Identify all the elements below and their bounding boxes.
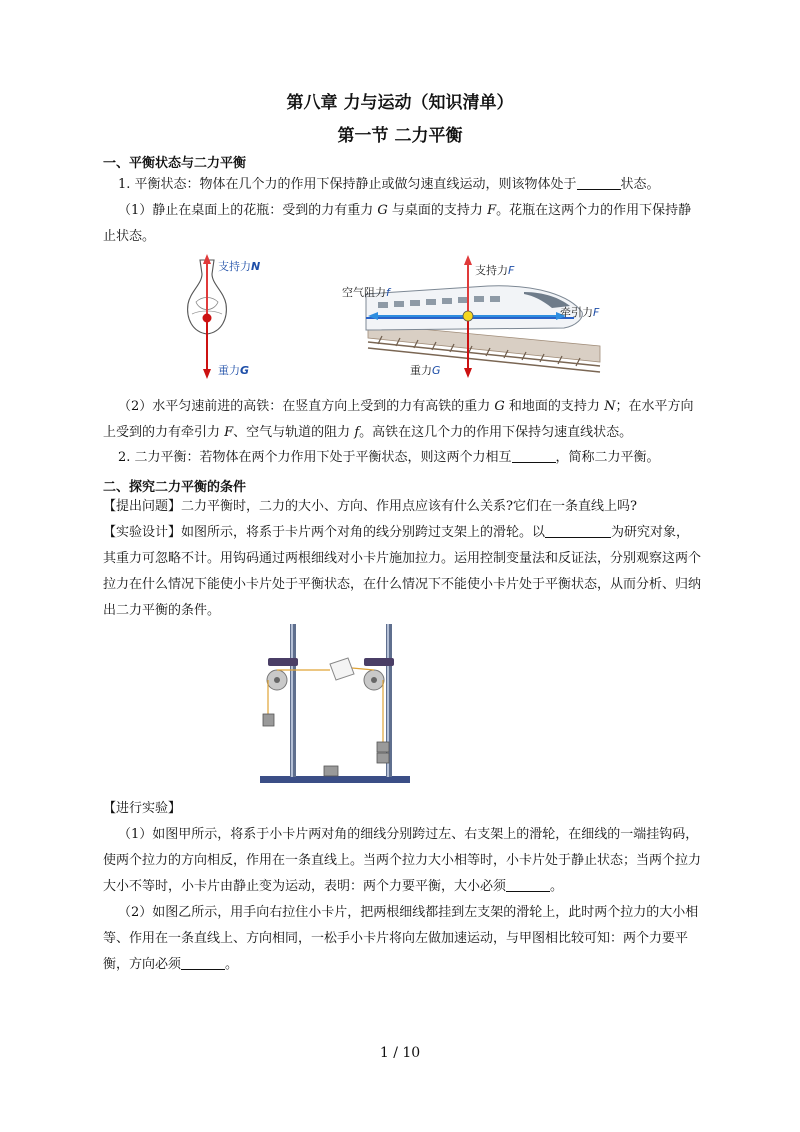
paragraph-question: 【提出问题】二力平衡时，二力的大小、方向、作用点应该有什么关系?它们在一条直线上吗?	[103, 499, 637, 514]
paragraph-two-force-balance: 2. 二力平衡：若物体在两个力作用下处于平衡状态，则这两个力相互 ，简称二力平衡。	[118, 450, 660, 465]
air-resistance-label: 空气阻力f	[342, 286, 390, 299]
traction-label: 牵引力F	[560, 306, 600, 319]
small-card	[330, 658, 354, 680]
answer-blank[interactable]	[577, 175, 621, 190]
spare-weight	[324, 766, 338, 776]
high-speed-train	[366, 286, 582, 330]
vase-support-label: 支持力N	[218, 260, 261, 273]
section1-heading: 一、平衡状态与二力平衡	[103, 156, 247, 171]
center-of-mass-dot	[203, 314, 212, 323]
answer-blank[interactable]	[545, 523, 611, 538]
paragraph-train: （2）水平匀速前进的高铁：在竖直方向上受到的力有高铁的重力 G 和地面的支持力 N；在水平方向上受到的力有牵引力 F、空气与轨道的阻力 f。高铁在这几个力的作用下保持匀速直线状态。	[103, 399, 694, 440]
paragraph-vase: （1）静止在桌面上的花瓶：受到的力有重力 G 与桌面的支持力 F。花瓶在这两个力的作用下保持静止状态。	[103, 203, 692, 244]
section-title: 第一节 二力平衡	[337, 126, 463, 146]
vase-force-diagram	[178, 252, 278, 384]
balance-apparatus-diagram	[256, 618, 416, 786]
right-hook-weight	[377, 742, 389, 752]
train-support-label: 支持力F	[475, 264, 515, 277]
train-gravity-label: 重力G	[410, 364, 441, 377]
answer-blank[interactable]	[512, 448, 556, 463]
left-hook-weight	[263, 714, 274, 726]
chapter-title: 第八章 力与运动（知识清单）	[286, 93, 514, 113]
train-center-dot	[463, 311, 473, 321]
section2-heading: 二、探究二力平衡的条件	[103, 480, 247, 495]
vase-gravity-label: 重力G	[218, 364, 250, 377]
answer-blank[interactable]	[181, 955, 225, 970]
paragraph-experiment-1: （1）如图甲所示，将系于小卡片两对角的细线分别跨过左、右支架上的滑轮，在细线的一端挂钩码，使两个拉力的方向相反，作用在一条直线上。当两个拉力大小相等时，小卡片处于静止状态；当两个拉力大小不等时，小卡片由静止变为运动，表明：两个力要平衡，大小必须 。	[103, 827, 702, 894]
paragraph-balance-state: 1. 平衡状态：物体在几个力的作用下保持静止或做匀速直线运动，则该物体处于 状态。	[118, 177, 660, 192]
train-force-diagram	[338, 252, 620, 386]
paragraph-experiment-design: 【实验设计】如图所示，将系于卡片两个对角的线分别跨过支架上的滑轮。以 为研究对象，其重力可忽略不计。用钩码通过两根细线对小卡片施加拉力。运用控制变量法和反证法，分别观察这两个拉力在什么情况下能使小卡片处于平衡状态，在什么情况下不能使小卡片处于平衡状态，从而分析、归纳出二力平衡的条件。	[103, 525, 702, 618]
apparatus-base	[260, 776, 410, 783]
paragraph-experiment-2: （2）如图乙所示，用手向右拉住小卡片，把两根细线都挂到左支架的滑轮上，此时两个拉力的大小相等、作用在一条直线上、方向相同，一松手小卡片将向左做加速运动，与甲图相比较可知：两个力要平衡，方向必须 。	[103, 905, 699, 972]
answer-blank[interactable]	[506, 877, 550, 892]
page-number: 1 / 10	[379, 1045, 421, 1061]
experiment-tag: 【进行实验】	[103, 801, 182, 816]
